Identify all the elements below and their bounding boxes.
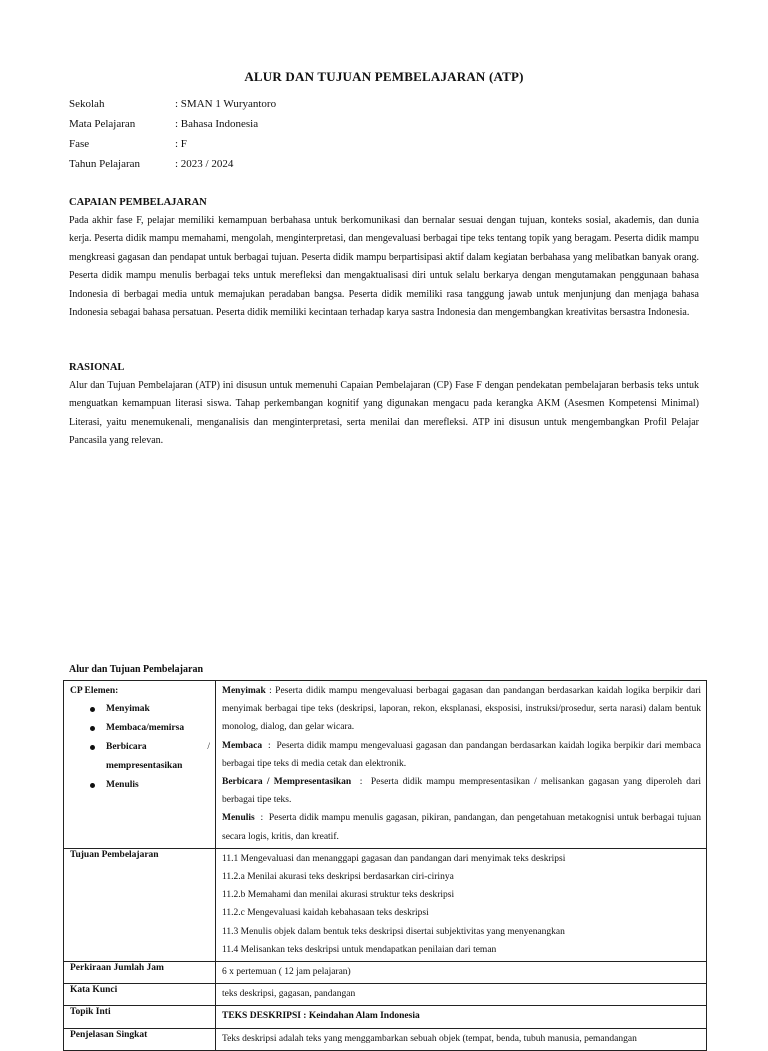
cp-item-name: Berbicara / Mempresentasikan [222, 777, 352, 788]
row-value: Teks deskripsi adalah teks yang menggambarkan sebuah objek (tempat, benda, tubuh manusia, pemandangan [216, 1028, 707, 1050]
tujuan-cell [216, 848, 707, 961]
cp-item-name: Menyimak [222, 686, 266, 696]
info-label: Tahun Pelajaran [69, 158, 141, 170]
rasional-heading: RASIONAL [69, 362, 125, 373]
info-row-mata-pelajaran [69, 117, 276, 137]
tujuan-item: 11.2.a Menilai akurasi teks deskripsi berdasarkan ciri-cirinya [222, 872, 454, 883]
atp-table [63, 680, 707, 1051]
info-value: : SMAN 1 Wuryantoro [175, 98, 277, 110]
rasional-paragraph: Alur dan Tujuan Pembelajaran (ATP) ini disusun untuk memenuhi Capaian Pembelajaran (CP) Fase F dengan pendekatan pembelajaran berbasis teks untuk menguatkan kemampuan literasi siswa. Tahap perkembangan kognitif yang digunakan mengacu pada kerangka AKM (Asesmen Kompetensi Minimal) Literasi, yaitu menemukenali, menganalisis dan menginterpretasi, serta menilai dan merefleksi. ATP ini disusun untuk mengembangkan Profil Pelajar Pancasila yang relevan. [69, 380, 699, 447]
cp-item-menulis [222, 809, 701, 845]
cp-item-sep: : [351, 777, 371, 788]
info-block [69, 97, 276, 177]
tujuan-item: 11.3 Menulis objek dalam bentuk teks deskripsi disertai subjektivitas yang menyenangkan [222, 926, 565, 937]
table-row-jam [64, 962, 707, 984]
cp-item-berbicara [222, 773, 701, 809]
cp-item-name: Menulis [222, 813, 255, 824]
cp-description-cell [216, 681, 707, 849]
row-label: Perkiraan Jumlah Jam [64, 962, 216, 984]
cp-item-menyimak [222, 682, 701, 737]
document-title: ALUR DAN TUJUAN PEMBELAJARAN (ATP) [244, 69, 524, 84]
tujuan-item: 11.1 Mengevaluasi dan menanggapi gagasan dan pandangan dari menyimak teks deskripsi [222, 853, 566, 864]
tujuan-item: 11.4 Melisankan teks deskripsi untuk mendapatkan penilaian dari teman [222, 944, 497, 955]
table-row-topik [64, 1006, 707, 1028]
list-item: Menyimak [70, 700, 210, 719]
table-row-penjelasan [64, 1028, 707, 1050]
info-label: Fase [69, 138, 90, 150]
cp-item-text: Peserta didik mampu menulis gagasan, pikiran, pandangan, dan pengetahuan metakognisi untuk berbagai tujuan secara logis, kritis, dan kreatif. [222, 813, 701, 842]
table-row-tujuan [64, 848, 707, 961]
element-slash: / [207, 742, 210, 753]
cp-elements-cell [64, 681, 216, 849]
tujuan-item: 11.2.c Mengevaluasi kaidah kebahasaan teks deskripsi [222, 908, 429, 919]
info-value: : 2023 / 2024 [175, 158, 234, 170]
elements-list [70, 700, 210, 795]
cp-label: CP Elemen: [70, 686, 119, 696]
cp-item-sep: : [262, 740, 277, 751]
cp-item-text: Peserta didik mampu mempresentasikan / melisankan gagasan yang diperoleh dari berbagai tipe teks. [222, 777, 702, 806]
cp-item-sep: : [254, 813, 269, 824]
cp-item-sep: : [265, 686, 276, 696]
info-row-tahun-pelajaran [69, 157, 276, 177]
tujuan-item: 11.2.b Memahami dan menilai akurasi struktur teks deskripsi [222, 890, 455, 901]
info-row-fase [69, 137, 276, 157]
list-item-continuation: mempresentasikan [106, 761, 183, 772]
row-label: Kata Kunci [64, 984, 216, 1006]
table-caption: Alur dan Tujuan Pembelajaran [69, 664, 204, 675]
row-label: Topik Inti [64, 1006, 216, 1028]
cp-item-name: Membaca [222, 740, 263, 751]
capaian-heading: CAPAIAN PEMBELAJARAN [69, 197, 207, 208]
cp-item-text: Peserta didik mampu mengevaluasi berbagai gagasan dan pandangan berdasarkan kaidah logika berpikir dari menyimak berbagai tipe teks (deskripsi, laporan, rekon, eksplanasi, eksposisi, instruksi/prosedur, serta narasi) dalam bentuk monolog, dialog, dan gelar wicara. [222, 686, 702, 733]
cp-item-text: Peserta didik mampu mengevaluasi gagasan dan pandangan berdasarkan kaidah logika berpikir dari membaca berbagai tipe teks di media cetak dan elektronik. [222, 740, 701, 769]
row-value: 6 x pertemuan ( 12 jam pelajaran) [216, 962, 707, 984]
cp-item-membaca [222, 737, 701, 773]
list-item: Membaca/memirsa [70, 719, 210, 738]
row-value: teks deskripsi, gagasan, pandangan [216, 984, 707, 1006]
info-value: : F [175, 138, 187, 150]
info-value: : Bahasa Indonesia [175, 118, 259, 130]
info-label: Sekolah [69, 98, 105, 110]
info-label: Mata Pelajaran [69, 118, 136, 130]
info-row-sekolah [69, 97, 276, 117]
row-label: Penjelasan Singkat [64, 1028, 216, 1050]
table-row-kata-kunci [64, 984, 707, 1006]
element-label: Berbicara [106, 742, 147, 753]
capaian-paragraph: Pada akhir fase F, pelajar memiliki kemampuan berbahasa untuk berkomunikasi dan bernalar sesuai dengan tujuan, konteks sosial, akademis, dan dunia kerja. Peserta didik mampu memahami, mengolah, menginterpretasi, dan mengevaluasi berbagai tipe teks tentang topik yang beragam. Peserta didik mampu mengkreasi gagasan dan pendapat untuk berbagai tujuan. Peserta didik mampu berpartisipasi aktif dalam kegiatan berbahasa yang melibatkan banyak orang. Peserta didik mampu menulis berbagai teks untuk merefleksi dan mengaktualisasi diri untuk selalu berkarya dengan mengutamakan penggunaan bahasa Indonesia di berbagai media untuk memajukan peradaban bangsa. Peserta didik memiliki rasa tanggung jawab untuk menjunjung dan menjaga bahasa Indonesia sebagai bahasa persatuan. Peserta didik memiliki kecintaan terhadap karya sastra Indonesia dan mengembangkan kreativitas bersastra Indonesia. [69, 215, 699, 319]
list-item: Menulis [70, 776, 210, 795]
row-value: TEKS DESKRIPSI : Keindahan Alam Indonesia [216, 1006, 707, 1028]
table-row-cp [64, 681, 707, 849]
list-item [70, 738, 210, 757]
row-label: Tujuan Pembelajaran [64, 848, 216, 961]
